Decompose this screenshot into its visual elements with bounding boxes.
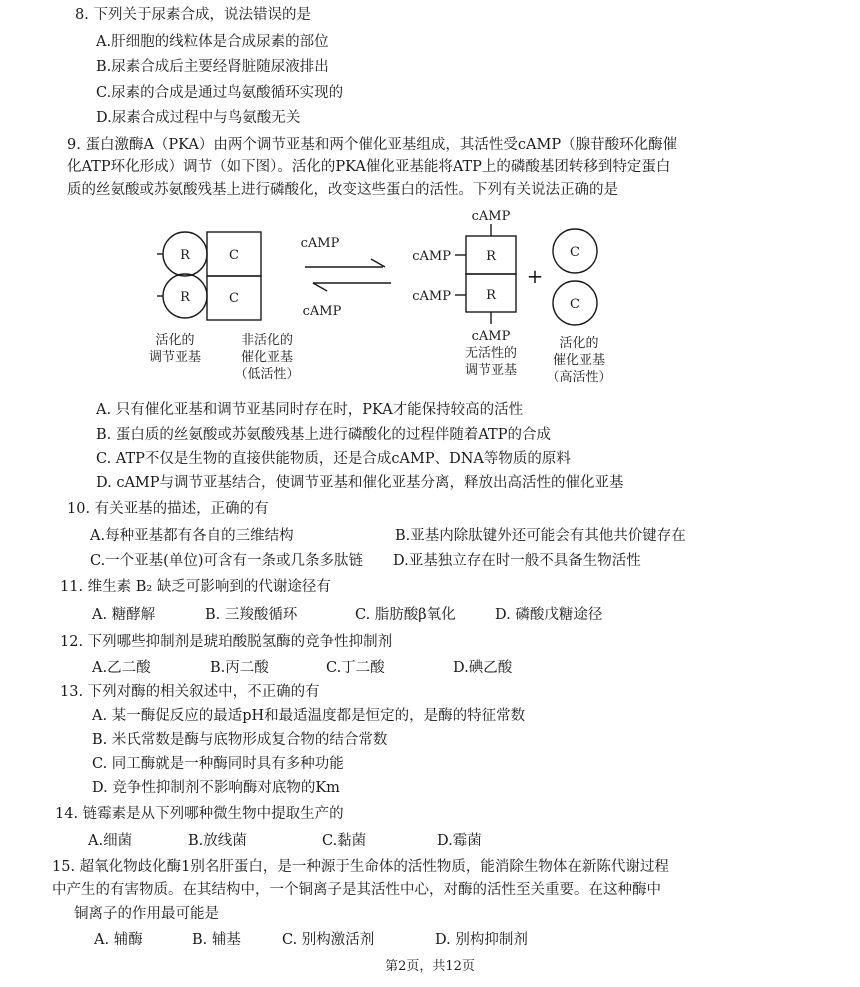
q13-option-a: A. 某一酶促反应的最适pH和最适温度都是恒定的，是酶的特征常数: [92, 708, 526, 724]
diagram-c-4: C: [570, 297, 580, 312]
label-active-catalytic-3: （高活性）: [546, 370, 612, 385]
q14-option-c: C.黏菌: [322, 833, 367, 849]
diagram-r-4: R: [486, 288, 496, 303]
q10-option-c: C.一个亚基(单位)可含有一条或几条多肽链: [90, 553, 363, 569]
q8-option-b: B.尿素合成后主要经肾脏随尿液排出: [96, 59, 329, 75]
q11-option-b: B. 三羧酸循环: [205, 607, 298, 623]
q9-stem-line-1: 9. 蛋白激酶A（PKA）由两个调节亚基和两个催化亚基组成，其活性受cAMP（腺苷酸环化酶催: [67, 137, 678, 153]
q15-stem-line-3: 铜离子的作用最可能是: [74, 906, 219, 922]
q9-stem-line-2: 化ATP环化形成）调节（如下图）。活化的PKA催化亚基能将ATP上的磷酸基团转移到特定蛋白: [67, 159, 671, 175]
q15-option-a: A. 辅酶: [94, 932, 143, 948]
pka-diagram: [145, 206, 675, 392]
q9-option-b: B. 蛋白质的丝氨酸或苏氨酸残基上进行磷酸化的过程伴随着ATP的合成: [96, 427, 551, 443]
diagram-camp-left-1: cAMP: [412, 249, 451, 264]
q15-option-c: C. 别构激活剂: [282, 932, 375, 948]
page-number: 第2页，共12页: [385, 959, 475, 974]
diagram-camp-bottom-arrow: cAMP: [302, 304, 342, 319]
diagram-c-2: C: [229, 291, 239, 306]
label-active-regulatory-1: 活化的: [155, 333, 195, 348]
q12-stem: 12. 下列哪些抑制剂是琥珀酸脱氢酶的竞争性抑制剂: [60, 634, 393, 650]
q12-option-d: D.碘乙酸: [453, 660, 513, 676]
diagram-r-1: R: [180, 248, 190, 263]
diagram-camp-left-2: cAMP: [412, 289, 451, 304]
q9-stem-line-3: 质的丝氨酸或苏氨酸残基上进行磷酸化，改变这些蛋白的活性。下列有关说法正确的是: [67, 182, 618, 198]
q13-option-c: C. 同工酶就是一种酶同时具有多种功能: [92, 756, 344, 772]
label-active-catalytic-1: 活化的: [559, 336, 599, 351]
q10-option-a: A.每种亚基都有各自的三维结构: [90, 528, 294, 544]
q12-option-b: B.丙二酸: [210, 660, 269, 676]
q14-stem: 14. 链霉素是从下列哪种微生物中提取生产的: [55, 806, 344, 822]
q13-option-b: B. 米氏常数是酶与底物形成复合物的结合常数: [92, 732, 388, 748]
label-inactive-regulatory-2: 无活性的: [464, 346, 518, 361]
label-inactive-catalytic-2: 催化亚基: [240, 350, 294, 365]
diagram-r-3: R: [486, 249, 496, 264]
diagram-plus: +: [526, 264, 544, 288]
q14-option-b: B.放线菌: [188, 833, 247, 849]
label-active-catalytic-2: 催化亚基: [552, 353, 606, 368]
label-inactive-regulatory-3: 调节亚基: [464, 363, 518, 378]
diagram-c-3: C: [570, 245, 580, 260]
label-active-regulatory-2: 调节亚基: [148, 350, 202, 365]
q8-option-a: A.肝细胞的线粒体是合成尿素的部位: [96, 34, 329, 50]
q8-stem: 8. 下列关于尿素合成，说法错误的是: [75, 7, 311, 23]
q15-stem-line-2: 中产生的有害物质。在其结构中，一个铜离子是其活性中心，对酶的活性至关重要。在这种酶中: [52, 882, 661, 898]
label-inactive-catalytic-3: （低活性）: [234, 367, 300, 382]
q9-option-a: A. 只有催化亚基和调节亚基同时存在时，PKA才能保持较高的活性: [96, 402, 524, 418]
q12-option-c: C.丁二酸: [326, 660, 385, 676]
q13-stem: 13. 下列对酶的相关叙述中，不正确的有: [60, 684, 320, 700]
q11-option-c: C. 脂肪酸β氧化: [355, 607, 456, 623]
diagram-r-2: R: [180, 290, 190, 305]
label-inactive-regulatory-1: cAMP: [471, 329, 511, 344]
q9-option-c: C. ATP不仅是生物的直接供能物质，还是合成cAMP、DNA等物质的原料: [96, 451, 571, 467]
q10-stem: 10. 有关亚基的描述，正确的有: [67, 501, 269, 517]
diagram-camp-top: cAMP: [471, 209, 511, 224]
q10-option-b: B.亚基内除肽键外还可能会有其他共价键存在: [395, 528, 686, 544]
q11-option-d: D. 磷酸戊糖途径: [495, 607, 603, 623]
q10-option-d: D.亚基独立存在时一般不具备生物活性: [393, 553, 641, 569]
q14-option-d: D.霉菌: [437, 833, 482, 849]
q14-option-a: A.细菌: [88, 833, 133, 849]
diagram-c-1: C: [229, 248, 239, 263]
q15-option-b: B. 辅基: [192, 932, 241, 948]
q12-option-a: A.乙二酸: [92, 660, 151, 676]
q15-stem-line-1: 15. 超氧化物歧化酶1别名肝蛋白，是一种源于生命体的活性物质，能消除生物体在新陈代谢过程: [52, 859, 669, 875]
q13-option-d: D. 竞争性抑制剂不影响酶对底物的Km: [92, 780, 340, 796]
q11-stem: 11. 维生素 B₂ 缺乏可影响到的代谢途径有: [60, 579, 331, 595]
q15-option-d: D. 别构抑制剂: [435, 932, 528, 948]
diagram-camp-top-arrow: cAMP: [300, 236, 340, 251]
q8-option-c: C.尿素的合成是通过鸟氨酸循环实现的: [96, 85, 344, 101]
label-inactive-catalytic-1: 非活化的: [240, 333, 294, 348]
q11-option-a: A. 糖酵解: [92, 607, 156, 623]
q9-option-d: D. cAMP与调节亚基结合，使调节亚基和催化亚基分离，释放出高活性的催化亚基: [96, 475, 624, 491]
q8-option-d: D.尿素合成过程中与鸟氨酸无关: [96, 110, 301, 126]
